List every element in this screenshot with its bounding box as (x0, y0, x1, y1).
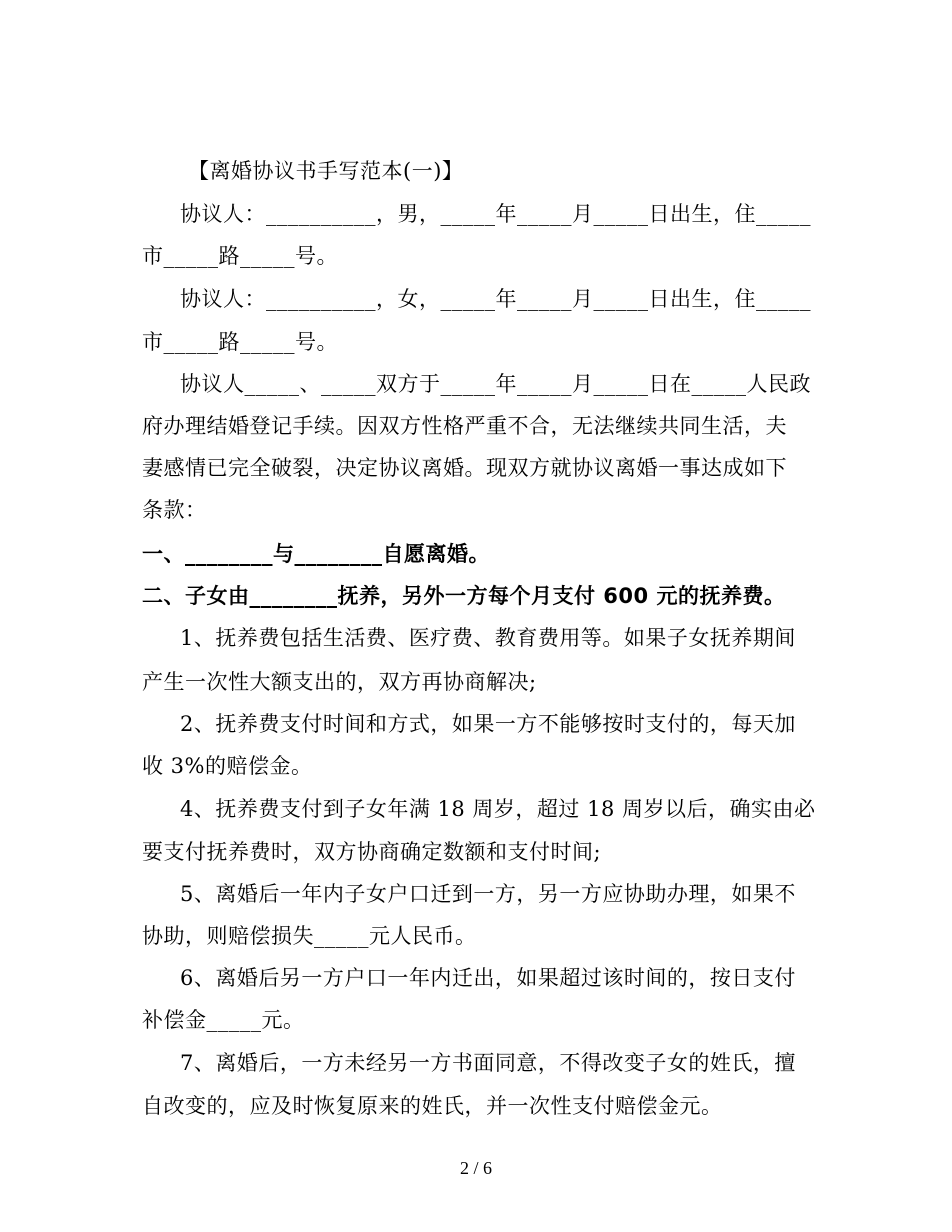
clause-heading: 一、________与________自愿离婚。 (142, 542, 490, 566)
paragraph-line: 市_____路_____号。 (142, 330, 338, 354)
paragraph-line: 要支付抚养费时，双方协商确定数额和支付时间; (142, 840, 602, 864)
paragraph-line: 协议人：__________，男，_____年_____月_____日出生，住_____ (180, 202, 811, 226)
paragraph-line: 4、抚养费支付到子女年满 18 周岁，超过 18 周岁以后，确实由必 (180, 797, 816, 821)
paragraph-line: 协助，则赔偿损失_____元人民币。 (142, 924, 477, 948)
document-title: 【离婚协议书手写范本(一)】 (188, 159, 464, 183)
paragraph-line: 补偿金_____元。 (142, 1008, 305, 1032)
paragraph-line: 条款： (142, 498, 207, 522)
paragraph-line: 收 3%的赔偿金。 (142, 754, 313, 778)
paragraph-line: 自改变的，应及时恢复原来的姓氏，并一次性支付赔偿金元。 (142, 1094, 723, 1118)
paragraph-line: 1、抚养费包括生活费、医疗费、教育费用等。如果子女抚养期间 (180, 626, 796, 650)
paragraph-line: 7、离婚后，一方未经另一方书面同意，不得改变子女的姓氏，擅 (180, 1051, 796, 1075)
paragraph-line: 产生一次性大额支出的，双方再协商解决; (142, 670, 537, 694)
paragraph-line: 府办理结婚登记手续。因双方性格严重不合，无法继续共同生活，夫 (142, 414, 787, 438)
paragraph-line: 6、离婚后另一方户口一年内迁出，如果超过该时间的，按日支付 (180, 966, 796, 990)
paragraph-line: 2、抚养费支付时间和方式，如果一方不能够按时支付的，每天加 (180, 712, 796, 736)
paragraph-line: 市_____路_____号。 (142, 244, 338, 268)
paragraph-line: 协议人_____、_____双方于_____年_____月_____日在_____人民政 (180, 372, 811, 396)
paragraph-line: 5、离婚后一年内子女户口迁到一方，另一方应协助办理，如果不 (180, 882, 796, 906)
paragraph-line: 妻感情已完全破裂，决定协议离婚。现双方就协议离婚一事达成如下 (142, 456, 787, 480)
page-number: 2 / 6 (459, 1158, 492, 1178)
clause-heading: 二、子女由________抚养，另外一方每个月支付 600 元的抚养费。 (142, 584, 786, 608)
paragraph-line: 协议人：__________，女，_____年_____月_____日出生，住_____ (180, 287, 811, 311)
